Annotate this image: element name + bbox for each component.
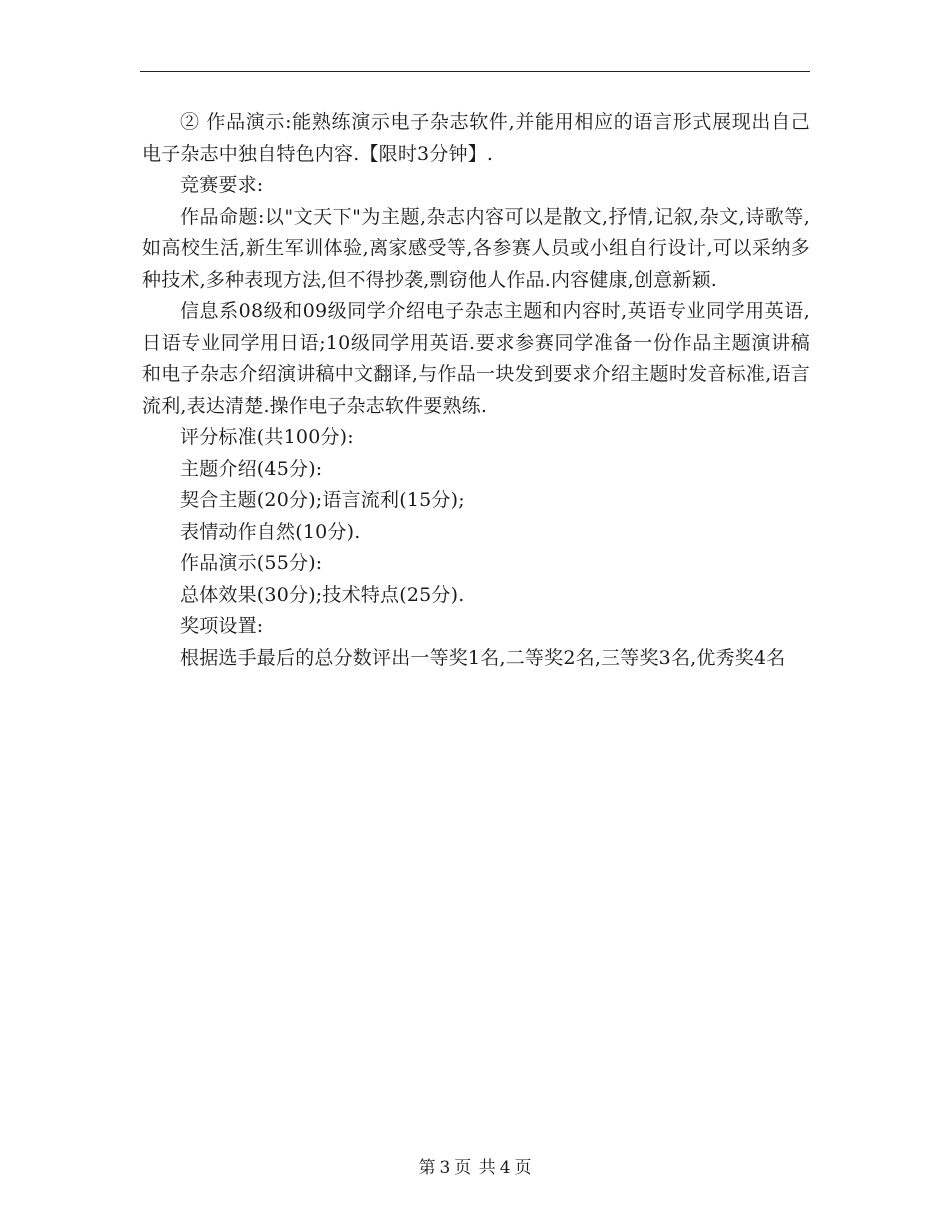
paragraph-scoring-demo: 作品演示(55分):: [180, 552, 323, 574]
paragraph-scoring-expression: 表情动作自然(10分).: [180, 520, 361, 543]
page-footer: [0, 1153, 950, 1178]
current-page-number: 3: [439, 1158, 451, 1178]
total-pages-number: 4: [499, 1158, 511, 1178]
paragraph-scoring-demo-items: 总体效果(30分);技术特点(25分).: [180, 583, 465, 606]
paragraph-scoring-intro: 主题介绍(45分):: [180, 457, 323, 480]
paragraph-awards-heading: 奖项设置:: [180, 615, 264, 637]
page-label-prefix: 第: [418, 1158, 436, 1178]
page-label-mid: 页 共: [454, 1158, 496, 1178]
paragraph-scoring-heading: 评分标准(共100分):: [180, 426, 354, 448]
paragraph-topic: 作品命题:以"文天下"为主题,杂志内容可以是散文,抒情,记叙,杂文,诗歌等,如高校生活,新生军训体验,离家感受等,各参赛人员或小组自行设计,可以采纳多种技术,多种表现方法,但不得抄袭,剽窃他人作品.内容健康,创意新颖.: [142, 205, 810, 291]
page-label-suffix: 页: [514, 1158, 532, 1178]
document-body: [142, 107, 810, 674]
paragraph-language-rules: 信息系08级和09级同学介绍电子杂志主题和内容时,英语专业同学用英语,日语专业同学用日语;10级同学用英语.要求参赛同学准备一份作品主题演讲稿和电子杂志介绍演讲稿中文翻译,与作品一块发到要求介绍主题时发音标准,语言流利,表达清楚.操作电子杂志软件要熟练.: [142, 300, 810, 417]
paragraph-demo: ② 作品演示:能熟练演示电子杂志软件,并能用相应的语言形式展现出自己电子杂志中独自特色内容.【限时3分钟】.: [142, 111, 810, 165]
paragraph-awards: 根据选手最后的总分数评出一等奖1名,二等奖2名,三等奖3名,优秀奖4名: [180, 646, 786, 669]
paragraph-scoring-intro-items: 契合主题(20分);语言流利(15分);: [180, 489, 465, 511]
paragraph-requirements-heading: 竞赛要求:: [180, 174, 264, 196]
header-rule: [140, 71, 810, 72]
